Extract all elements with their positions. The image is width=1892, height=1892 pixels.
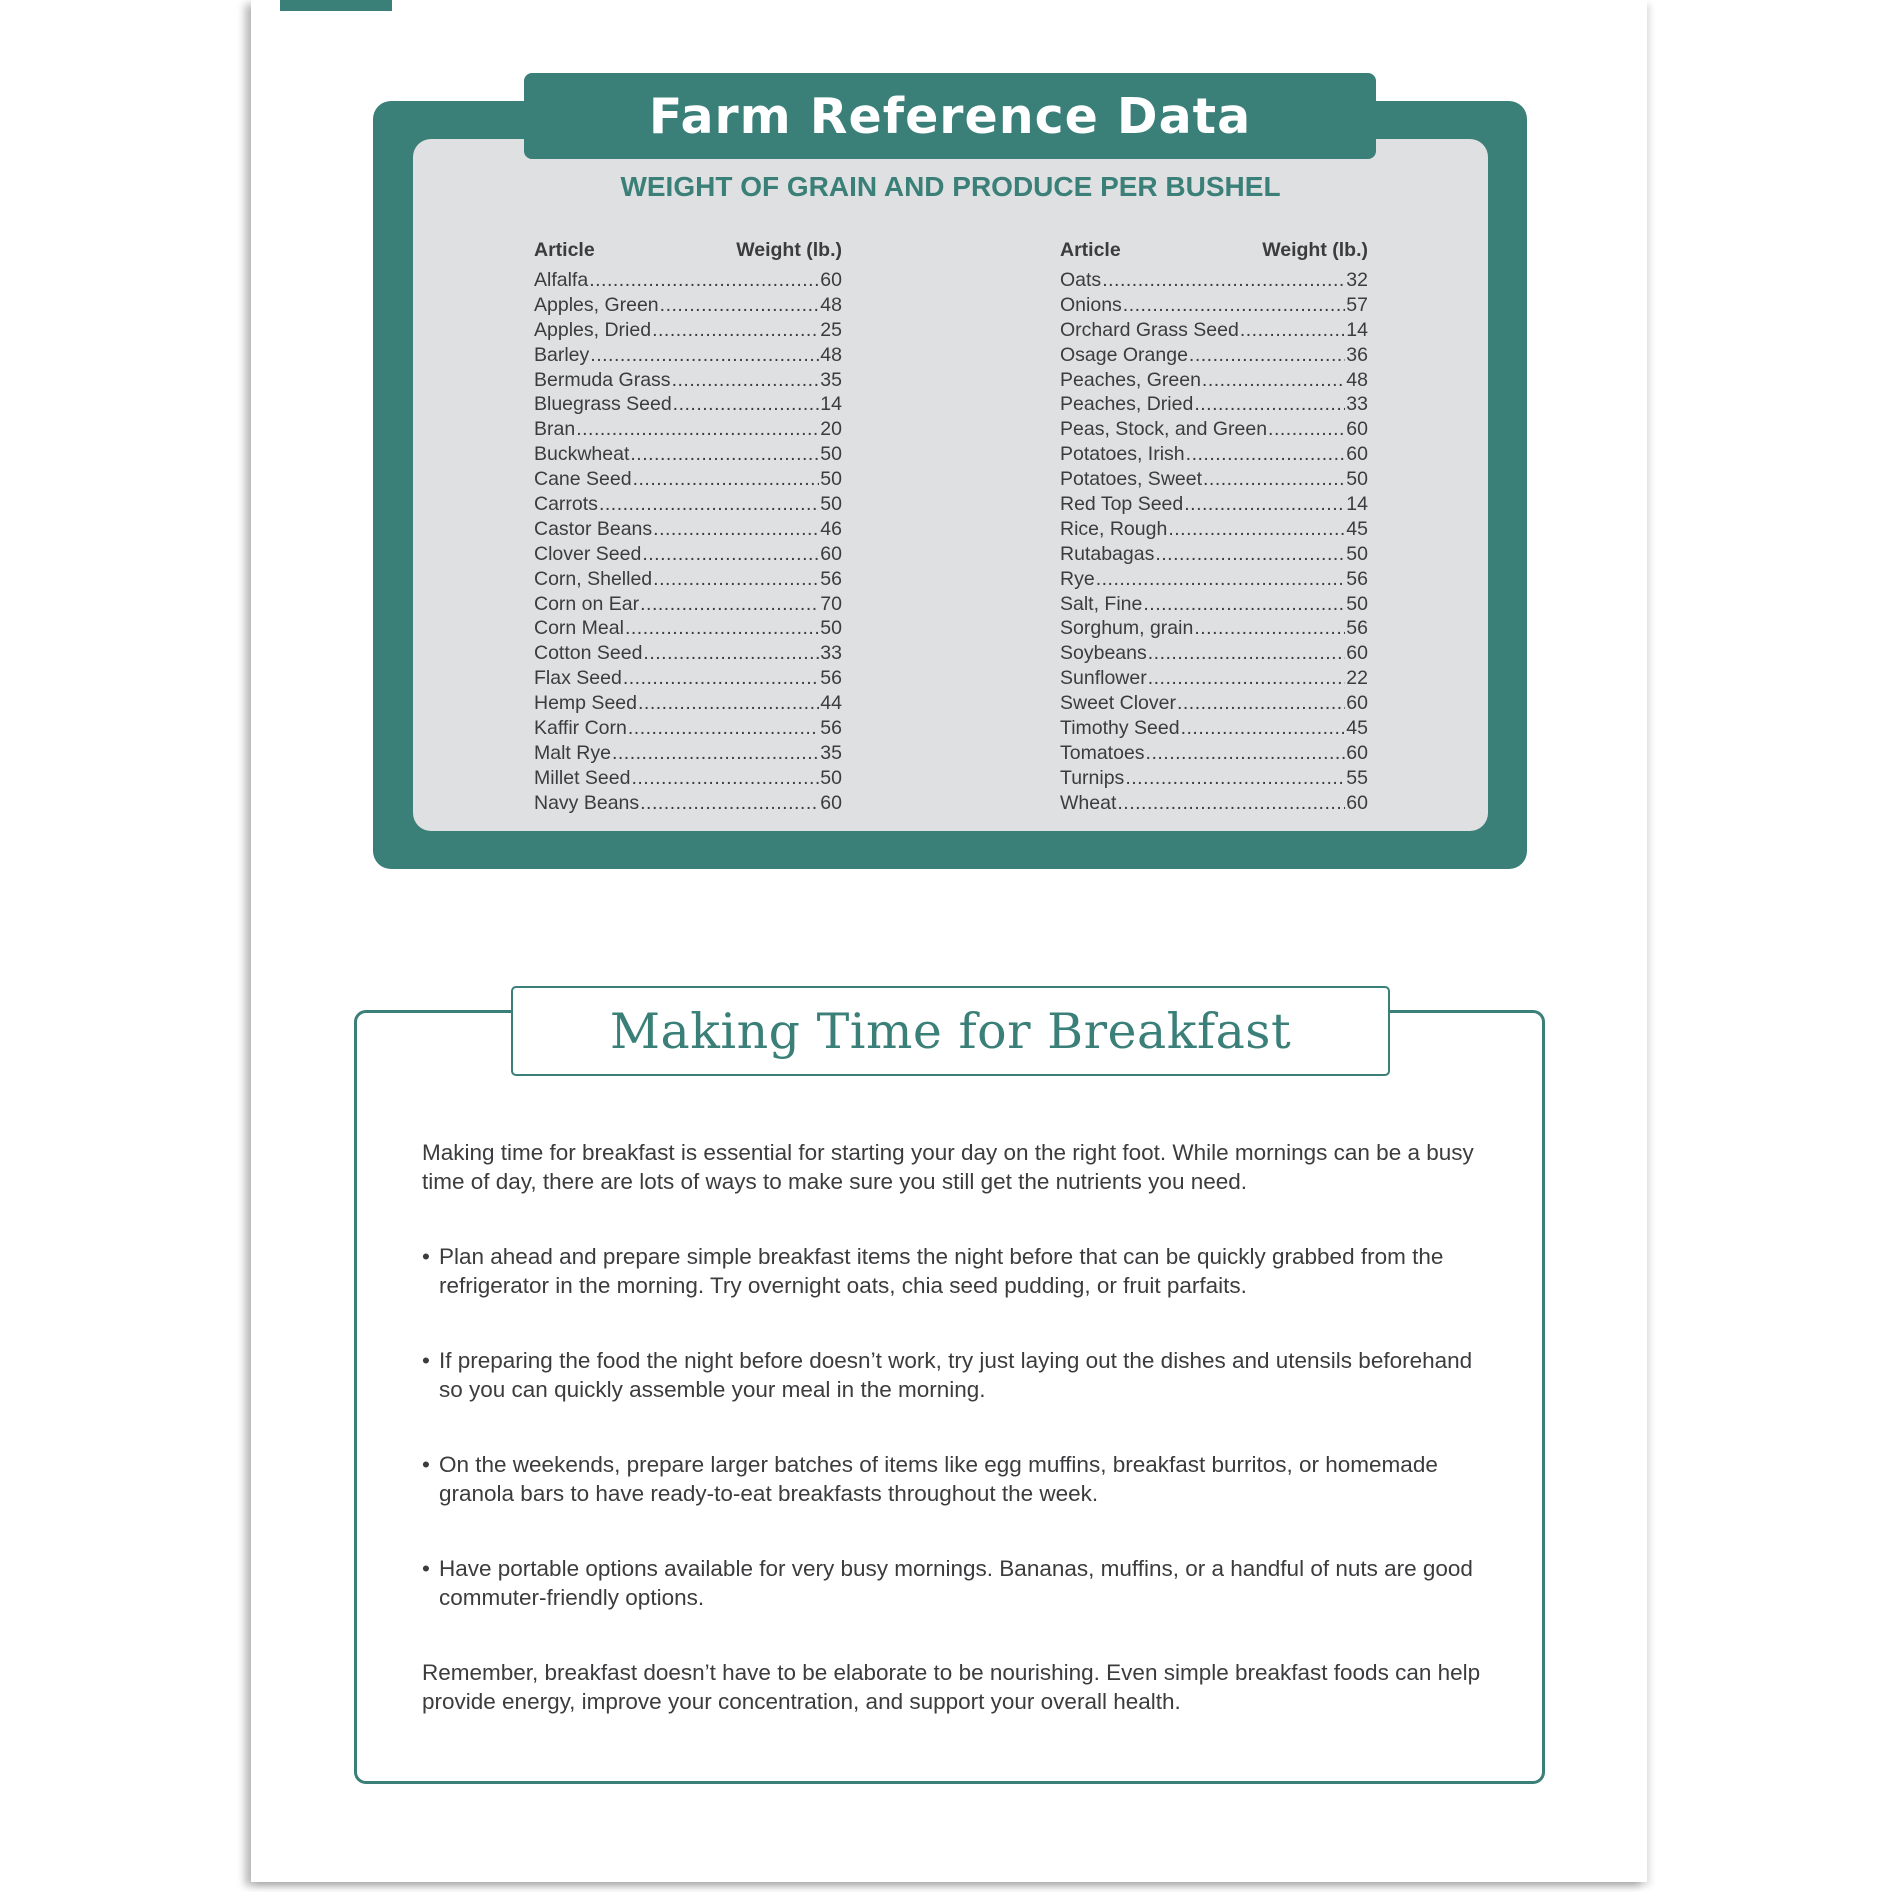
breakfast-title: Making Time for Breakfast — [609, 1002, 1292, 1060]
article-name: Flax Seed — [534, 667, 622, 690]
table-row — [534, 691, 842, 716]
table-row — [1060, 268, 1368, 293]
article-weight: 56 — [1346, 567, 1368, 590]
table-row — [1060, 616, 1368, 641]
article-name: Bluegrass Seed — [534, 393, 672, 416]
dot-leader — [672, 368, 820, 393]
article-name: Rice, Rough — [1060, 517, 1168, 540]
table-row — [534, 791, 842, 816]
article-weight: 56 — [820, 717, 842, 740]
article-weight: 50 — [1346, 592, 1368, 615]
article-name: Sorghum, grain — [1060, 617, 1194, 640]
dot-leader — [1194, 616, 1345, 641]
table-row — [1060, 318, 1368, 343]
table-row — [1060, 368, 1368, 393]
dot-leader — [630, 442, 819, 467]
table-row — [1060, 392, 1368, 417]
table-row — [1060, 791, 1368, 816]
article-weight: 60 — [820, 269, 842, 291]
article-name: Turnips — [1060, 766, 1125, 789]
table-row — [1060, 442, 1368, 467]
table-row — [534, 392, 842, 417]
article-weight: 50 — [820, 468, 842, 491]
article-name: Soybeans — [1060, 642, 1147, 665]
article-weight: 20 — [820, 418, 842, 441]
table-row — [534, 417, 842, 442]
article-weight: 50 — [820, 617, 842, 640]
bullet-glyph: • — [422, 1556, 430, 1581]
weight-table-left — [534, 236, 842, 816]
table-row — [534, 741, 842, 766]
article-weight: 25 — [820, 318, 842, 341]
dot-leader — [643, 641, 819, 666]
table-row — [1060, 467, 1368, 492]
article-name: Kaffir Corn — [534, 717, 627, 740]
article-weight: 60 — [1346, 791, 1368, 814]
table-row — [1060, 741, 1368, 766]
breakfast-body — [422, 1138, 1482, 1762]
dot-leader — [599, 492, 819, 517]
article-weight: 45 — [1346, 517, 1368, 540]
table-row — [1060, 517, 1368, 542]
dot-leader — [652, 318, 819, 343]
dot-leader — [576, 417, 819, 442]
table-row — [1060, 641, 1368, 666]
table-row — [534, 542, 842, 567]
dot-leader — [1143, 592, 1345, 617]
article-weight: 50 — [1346, 542, 1368, 565]
article-weight: 50 — [820, 766, 842, 789]
article-name: Buckwheat — [534, 443, 630, 466]
dot-leader — [673, 392, 820, 417]
breakfast-tip-text: Plan ahead and prepare simple breakfast items the night before that can be quickly grabbed from the refrigerator in the morning. Try overnight oats, chia seed pudding, or fruit parfaits. — [439, 1244, 1444, 1298]
table-row — [534, 343, 842, 368]
weight-table-right — [1060, 236, 1368, 816]
article-name: Peaches, Green — [1060, 368, 1201, 391]
table-row — [1060, 592, 1368, 617]
table-row — [1060, 542, 1368, 567]
article-weight: 36 — [1346, 343, 1368, 366]
breakfast-tip — [422, 1450, 1482, 1508]
table-row — [534, 492, 842, 517]
dot-leader — [1146, 741, 1346, 766]
table-row — [534, 268, 842, 293]
header-article: Article — [534, 239, 595, 261]
article-name: Corn Meal — [534, 617, 624, 640]
dot-leader — [623, 666, 819, 691]
dot-leader — [1240, 318, 1345, 343]
dot-leader — [660, 293, 820, 318]
table-row — [534, 592, 842, 617]
farm-subtitle: WEIGHT OF GRAIN AND PRODUCE PER BUSHEL — [620, 171, 1281, 202]
dot-leader — [625, 616, 819, 641]
table-row — [534, 616, 842, 641]
article-name: Sweet Clover — [1060, 692, 1176, 715]
table-row — [534, 368, 842, 393]
table-row — [534, 293, 842, 318]
header-weight: Weight (lb.) — [736, 239, 842, 261]
article-weight: 60 — [1346, 443, 1368, 466]
article-weight: 14 — [820, 393, 842, 416]
dot-leader — [1203, 467, 1345, 492]
article-name: Bermuda Grass — [534, 368, 671, 391]
table-row — [1060, 691, 1368, 716]
article-name: Peas, Stock, and Green — [1060, 418, 1268, 441]
article-weight: 70 — [820, 592, 842, 615]
article-name: Alfalfa — [534, 269, 589, 291]
dot-leader — [1125, 766, 1345, 791]
table-row — [1060, 343, 1368, 368]
article-weight: 44 — [820, 692, 842, 715]
article-name: Castor Beans — [534, 517, 653, 540]
dot-leader — [638, 691, 819, 716]
bullet-glyph: • — [422, 1348, 430, 1373]
article-weight: 50 — [820, 443, 842, 466]
dot-leader — [642, 542, 819, 567]
article-name: Orchard Grass Seed — [1060, 318, 1239, 341]
dot-leader — [633, 467, 820, 492]
article-weight: 33 — [820, 642, 842, 665]
article-name: Rye — [1060, 567, 1095, 590]
dot-leader — [1148, 666, 1346, 691]
dot-leader — [1181, 716, 1346, 741]
article-weight: 60 — [820, 791, 842, 814]
breakfast-tip-text: If preparing the food the night before doesn’t work, try just laying out the dishes and utensils beforehand so you can quickly assemble your meal in the morning. — [439, 1348, 1473, 1402]
article-name: Salt, Fine — [1060, 592, 1143, 615]
article-name: Millet Seed — [534, 766, 631, 789]
article-name: Osage Orange — [1060, 343, 1188, 366]
table-row — [534, 467, 842, 492]
table-row — [534, 666, 842, 691]
article-weight: 14 — [1346, 318, 1368, 341]
table-row — [1060, 492, 1368, 517]
article-weight: 60 — [1346, 692, 1368, 715]
breakfast-tip — [422, 1554, 1482, 1612]
article-name: Sunflower — [1060, 667, 1147, 690]
dot-leader — [1194, 392, 1345, 417]
dot-leader — [1186, 442, 1346, 467]
article-name: Peaches, Dried — [1060, 393, 1194, 416]
table-row — [1060, 293, 1368, 318]
dot-leader — [1189, 343, 1345, 368]
article-name: Apples, Green — [534, 293, 659, 316]
article-name: Hemp Seed — [534, 692, 637, 715]
dot-leader — [1184, 492, 1345, 517]
breakfast-tip — [422, 1346, 1482, 1404]
breakfast-tip-text: Have portable options available for very busy mornings. Bananas, muffins, or a handful of nuts are good commuter-friendly options. — [439, 1556, 1473, 1610]
farm-title-bar — [524, 73, 1376, 159]
breakfast-title-box — [511, 986, 1390, 1076]
table-header — [534, 236, 842, 264]
article-weight: 35 — [820, 741, 842, 764]
header-weight: Weight (lb.) — [1262, 239, 1368, 261]
dot-leader — [640, 791, 819, 816]
table-row — [534, 766, 842, 791]
dot-leader — [612, 741, 819, 766]
table-row — [534, 517, 842, 542]
bullet-glyph: • — [422, 1452, 430, 1477]
dot-leader — [631, 766, 819, 791]
dot-leader — [1177, 691, 1345, 716]
table-row — [1060, 716, 1368, 741]
article-name: Wheat — [1060, 791, 1117, 814]
article-name: Oats — [1060, 269, 1102, 291]
dot-leader — [1168, 517, 1345, 542]
table-row — [1060, 567, 1368, 592]
article-name: Clover Seed — [534, 542, 642, 565]
table-row — [534, 318, 842, 343]
article-name: Tomatoes — [1060, 741, 1145, 764]
article-weight: 56 — [820, 667, 842, 690]
article-name: Malt Rye — [534, 741, 611, 764]
article-weight: 60 — [1346, 418, 1368, 441]
article-weight: 48 — [820, 293, 842, 316]
breakfast-tip-text: On the weekends, prepare larger batches of items like egg muffins, breakfast burritos, or homemade granola bars to have ready-to-eat breakfasts throughout the week. — [439, 1452, 1438, 1506]
dot-leader — [653, 567, 819, 592]
article-name: Apples, Dried — [534, 318, 652, 341]
article-weight: 50 — [820, 493, 842, 516]
article-weight: 33 — [1346, 393, 1368, 416]
article-weight: 56 — [820, 567, 842, 590]
article-name: Bran — [534, 418, 576, 441]
table-row — [534, 567, 842, 592]
bullet-glyph: • — [422, 1244, 430, 1269]
dot-leader — [1202, 368, 1345, 393]
article-name: Potatoes, Sweet — [1060, 468, 1203, 491]
dot-leader — [640, 592, 819, 617]
article-weight: 56 — [1346, 617, 1368, 640]
article-weight: 60 — [1346, 741, 1368, 764]
article-weight: 14 — [1346, 493, 1368, 516]
article-name: Red Top Seed — [1060, 493, 1184, 516]
article-name: Potatoes, Irish — [1060, 443, 1185, 466]
article-name: Timothy Seed — [1060, 717, 1180, 740]
table-row — [534, 442, 842, 467]
dot-leader — [589, 268, 819, 293]
article-weight: 48 — [1346, 368, 1368, 391]
dot-leader — [590, 343, 819, 368]
dot-leader — [1123, 293, 1346, 318]
header-article: Article — [1060, 239, 1121, 261]
article-weight: 60 — [1346, 642, 1368, 665]
table-row — [1060, 666, 1368, 691]
article-name: Rutabagas — [1060, 542, 1155, 565]
dot-leader — [1117, 791, 1345, 816]
article-weight: 46 — [820, 517, 842, 540]
article-name: Corn, Shelled — [534, 567, 653, 590]
article-weight: 22 — [1346, 667, 1368, 690]
table-row — [534, 641, 842, 666]
dot-leader — [1102, 268, 1345, 293]
article-weight: 57 — [1346, 293, 1368, 316]
breakfast-tip — [422, 1242, 1482, 1300]
article-weight: 45 — [1346, 717, 1368, 740]
article-weight: 50 — [1346, 468, 1368, 491]
table-header — [1060, 236, 1368, 264]
article-weight: 32 — [1346, 269, 1368, 291]
dot-leader — [1148, 641, 1346, 666]
breakfast-intro: Making time for breakfast is essential for starting your day on the right foot. While mornings can be a busy time of day, there are lots of ways to make sure you still get the nutrients you need. — [422, 1140, 1474, 1194]
article-weight: 35 — [820, 368, 842, 391]
article-name: Cane Seed — [534, 468, 632, 491]
breakfast-closing: Remember, breakfast doesn’t have to be elaborate to be nourishing. Even simple breakfast foods can help provide energy, improve your concentration, and support your overall health. — [422, 1660, 1481, 1714]
table-row — [1060, 766, 1368, 791]
article-name: Corn on Ear — [534, 592, 640, 615]
article-name: Navy Beans — [534, 791, 640, 814]
dot-leader — [653, 517, 819, 542]
dot-leader — [1155, 542, 1345, 567]
dot-leader — [1096, 567, 1346, 592]
table-row — [1060, 417, 1368, 442]
table-row — [534, 716, 842, 741]
article-name: Carrots — [534, 493, 598, 516]
dot-leader — [628, 716, 819, 741]
article-name: Barley — [534, 343, 590, 366]
article-name: Onions — [1060, 293, 1122, 316]
farm-title: Farm Reference Data — [648, 87, 1252, 145]
dot-leader — [1268, 417, 1345, 442]
corner-accent-tab — [280, 0, 392, 11]
article-weight: 55 — [1346, 766, 1368, 789]
article-weight: 60 — [820, 542, 842, 565]
article-weight: 48 — [820, 343, 842, 366]
article-name: Cotton Seed — [534, 642, 643, 665]
